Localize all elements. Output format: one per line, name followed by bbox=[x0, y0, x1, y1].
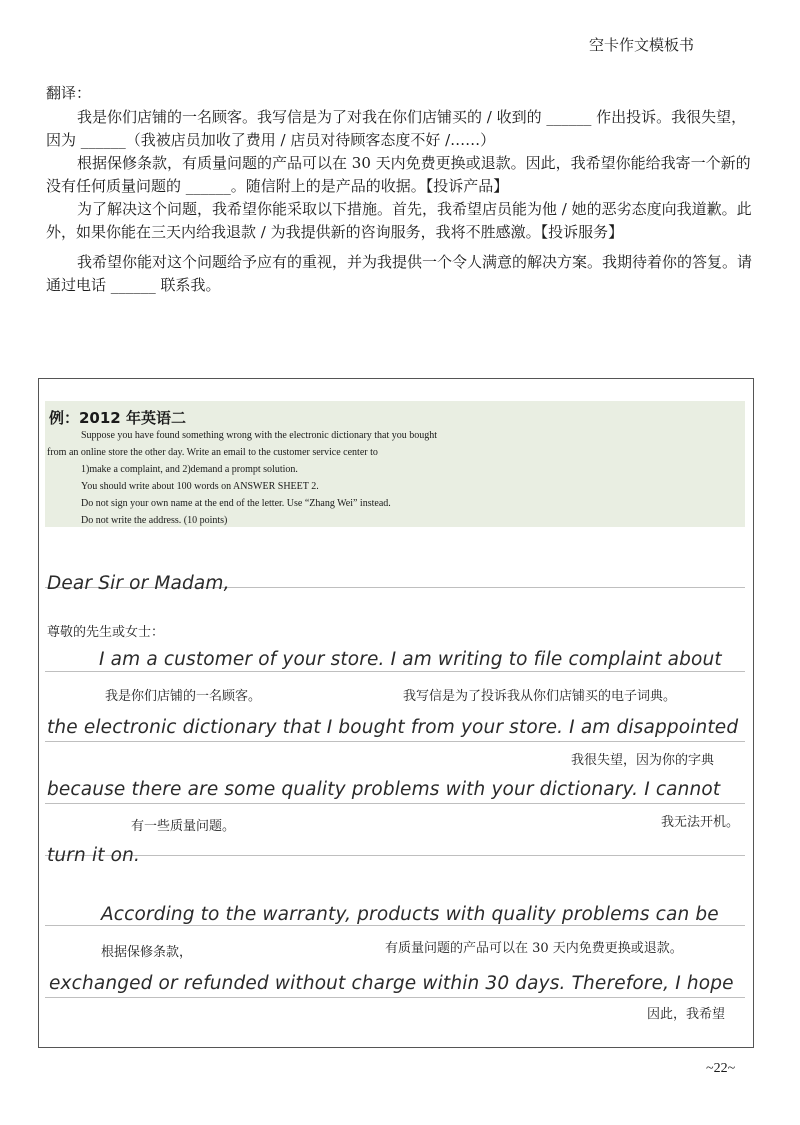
book-title: 空卡作文模板书 bbox=[588, 36, 694, 54]
writing-line bbox=[45, 925, 745, 926]
prompt-line: Do not write the address. (10 points) bbox=[81, 515, 228, 526]
writing-line bbox=[45, 997, 745, 998]
prompt-line: Do not sign your own name at the end of the letter. Use “Zhang Wei” instead. bbox=[81, 498, 391, 509]
letter-line: exchanged or refunded without charge within 30 days. Therefore, I hope bbox=[49, 973, 734, 994]
writing-line bbox=[45, 803, 745, 804]
letter-line: turn it on. bbox=[47, 845, 141, 866]
translation-note: 我是你们店铺的一名顾客。 bbox=[105, 689, 262, 704]
translation-paragraph-2: 根据保修条款，有质量问题的产品可以在 30 天内免费更换或退款。因此，我希望你能给我寄一个新的没有任何质量问题的 ______。随信附上的是产品的收据。【投诉产品】 bbox=[46, 154, 751, 195]
translation-note: 我写信是为了投诉我从你们店铺买的电子词典。 bbox=[403, 689, 677, 704]
prompt-line: from an online store the other day. Write an email to the customer service center to bbox=[47, 447, 378, 458]
letter-line: the electronic dictionary that I bought from your store. I am disappointed bbox=[47, 717, 739, 738]
translation-paragraph-3: 为了解决这个问题，我希望你能采取以下措施。首先，我希望店员能为他 / 她的恶劣态度向我道歉。此外，如果你能在三天内给我退款 / 为我提供新的咨询服务，我将不胜感激。【投诉服务】 bbox=[46, 200, 752, 241]
translation-note: 尊敬的先生或女士： bbox=[47, 625, 165, 640]
letter-line: because there are some quality problems with your dictionary. I cannot bbox=[47, 779, 721, 800]
translation-note: 我无法开机。 bbox=[661, 815, 740, 830]
translation-note: 因此，我希望 bbox=[647, 1007, 726, 1022]
writing-line bbox=[45, 741, 745, 742]
writing-line bbox=[45, 671, 745, 672]
exam-prompt bbox=[45, 401, 745, 527]
translation-note: 我很失望，因为你的字典 bbox=[571, 753, 715, 768]
translation-paragraph-1: 我是你们店铺的一名顾客。我写信是为了对我在你们店铺买的 / 收到的 ______ 作出投诉。我很失望，因为 ______（我被店员加收了费用 / 店员对待顾客态度不好 /……） bbox=[46, 108, 747, 149]
letter-line: Dear Sir or Madam, bbox=[47, 573, 230, 594]
translation-note: 有质量问题的产品可以在 30 天内免费更换或退款。 bbox=[385, 941, 683, 956]
prompt-text bbox=[47, 427, 745, 529]
translation-paragraph-4: 我希望你能对这个问题给予应有的重视，并为我提供一个令人满意的解决方案。我期待着你的答复。请通过电话 ______ 联系我。 bbox=[46, 253, 753, 294]
example-heading: 例：2012 年英语二 bbox=[49, 409, 186, 427]
translation-note: 根据保修条款， bbox=[101, 945, 193, 960]
prompt-line: You should write about 100 words on ANSWER SHEET 2. bbox=[81, 481, 319, 492]
prompt-line: Suppose you have found something wrong with the electronic dictionary that you bought bbox=[81, 430, 438, 441]
translation-note: 有一些质量问题。 bbox=[131, 819, 236, 834]
writing-line bbox=[45, 855, 745, 856]
translation-section bbox=[46, 82, 758, 297]
translation-title: 翻译： bbox=[46, 84, 92, 102]
prompt-line: 1)make a complaint, and 2)demand a prompt solution. bbox=[81, 464, 298, 475]
letter-line: I am a customer of your store. I am writing to file complaint about bbox=[99, 649, 722, 670]
letter-line: According to the warranty, products with quality problems can be bbox=[101, 904, 719, 925]
page-number: ~22~ bbox=[706, 1061, 736, 1076]
example-box bbox=[38, 378, 754, 1048]
